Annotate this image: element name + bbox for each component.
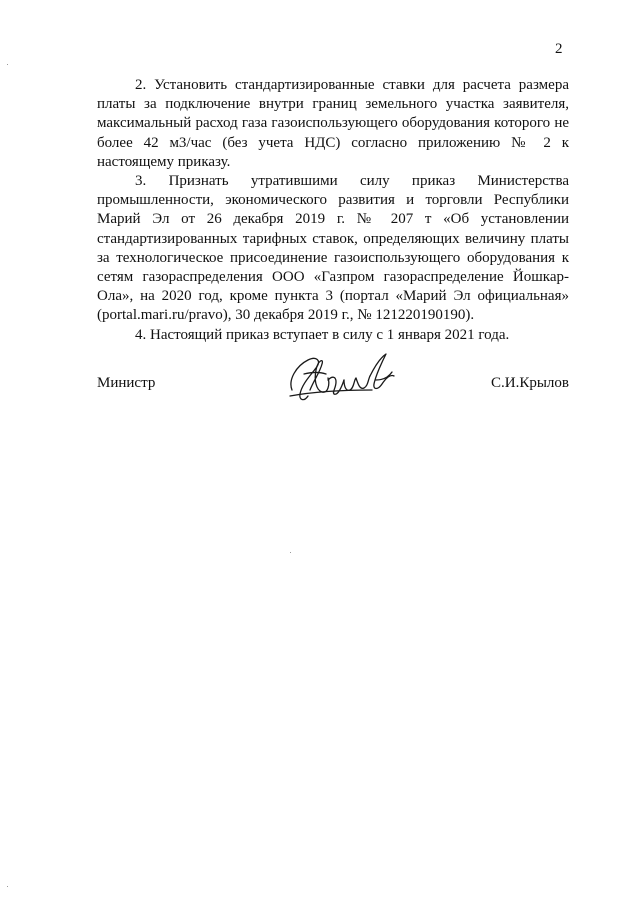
- scan-speck: [7, 886, 8, 887]
- position-label: Министр: [97, 375, 156, 391]
- signatory-name: С.И.Крылов: [491, 375, 569, 391]
- paragraph-3: 3. Признать утратившими силу приказ Министерства промышленности, экономического развития и торговли Республики Марий Эл от 26 декабря 2019 г. № 207 т «Об установлении стандартизированных тарифных ставок, определяющих величину платы за технологическое присоединение газоиспользующего оборудования к сетям газораспределения ООО «Газпром газораспределение Йошкар-Ола», на 2020 год, кроме пункта 3 (портал «Марий Эл официальная» (portal.mari.ru/pravo), 30 декабря 2019 г., № 121220190190).: [97, 173, 569, 324]
- scan-speck: [290, 552, 291, 553]
- document-body: [97, 76, 569, 345]
- page-number: 2: [555, 41, 563, 57]
- handwritten-signature: [282, 350, 402, 406]
- paragraph-2: 2. Установить стандартизированные ставки для расчета размера платы за подключение внутри границ земельного участка заявителя, максимальный расход газа газоиспользующего оборудования которого не более 42 м3/час (без учета НДС) согласно приложению № 2 к настоящему приказу.: [97, 77, 569, 170]
- scan-speck: [7, 64, 8, 65]
- signature-block: [97, 364, 569, 424]
- paragraph-4: 4. Настоящий приказ вступает в силу с 1 января 2021 года.: [135, 326, 510, 343]
